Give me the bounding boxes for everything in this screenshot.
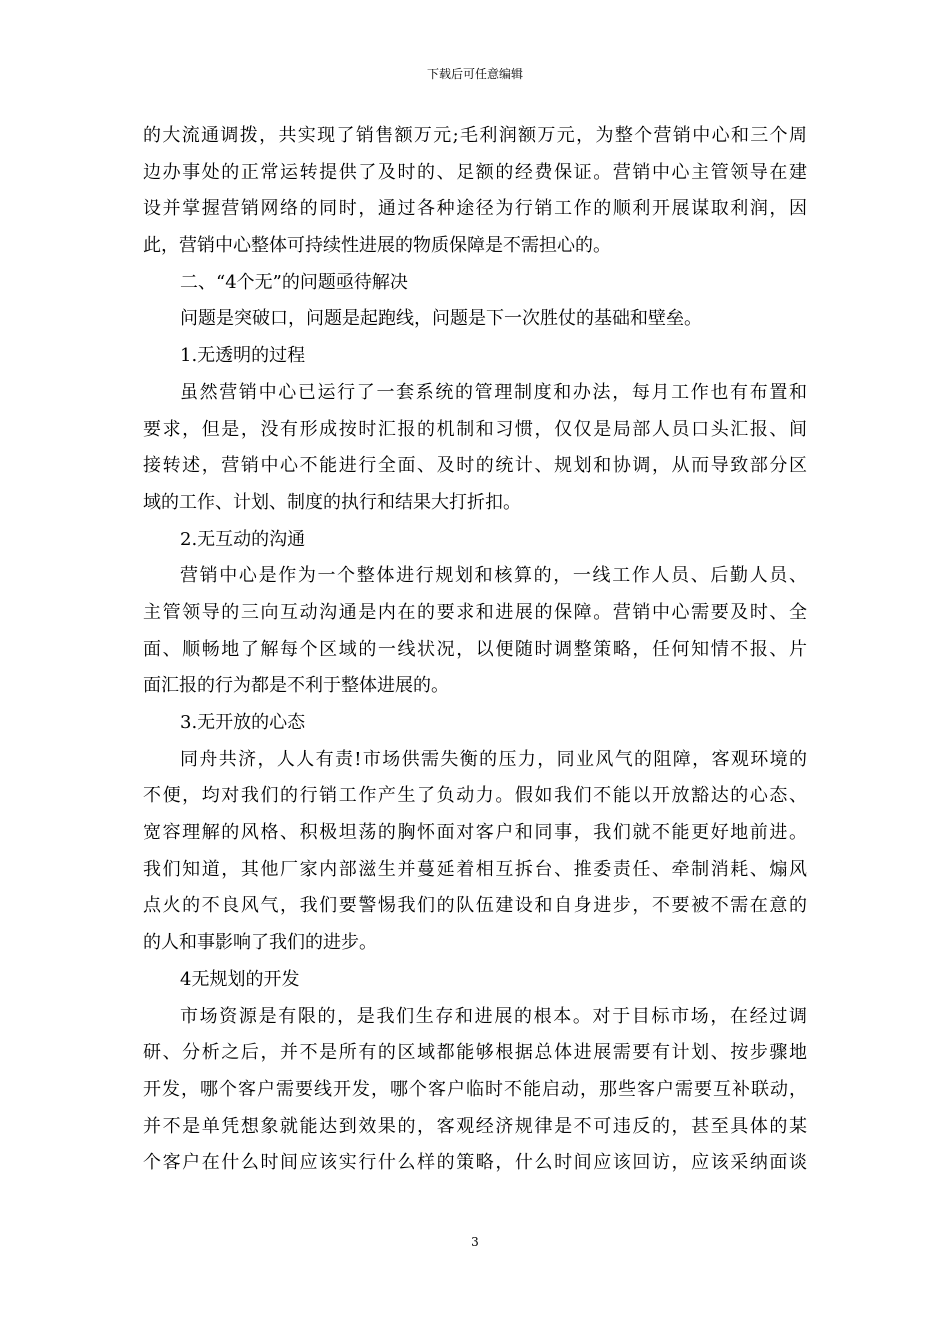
subsection-heading: 2.无互动的沟通 xyxy=(180,528,306,550)
text-line: 面、顺畅地了解每个区域的一线状况，以便随时调整策略，任何知情不报、片 xyxy=(143,638,807,660)
text-line: 市场资源是有限的，是我们生存和进展的根本。对于目标市场，在经过调 xyxy=(180,1005,807,1027)
text-line: 的人和事影响了我们的进步。 xyxy=(143,932,377,954)
subsection-heading: 4无规划的开发 xyxy=(180,968,300,990)
text-line: 接转述，营销中心不能进行全面、及时的统计、规划和协调，从而导致部分区 xyxy=(143,455,807,477)
text-line: 问题是突破口，问题是起跑线，问题是下一次胜仗的基础和壁垒。 xyxy=(180,308,702,330)
page-number: 3 xyxy=(471,1235,479,1249)
text-line: 营销中心是作为一个整体进行规划和核算的，一线工作人员、后勤人员、 xyxy=(180,565,807,587)
text-line: 要求，但是，没有形成按时汇报的机制和习惯，仅仅是局部人员口头汇报、间 xyxy=(143,418,807,440)
paragraph xyxy=(143,999,807,1182)
text-line: 面汇报的行为都是不利于整体进展的。 xyxy=(143,675,449,697)
paragraph xyxy=(143,558,807,705)
text-line: 此，营销中心整体可持续性进展的物质保障是不需担心的。 xyxy=(143,235,611,257)
paragraph xyxy=(143,375,807,522)
text-line: 点火的不良风气，我们要警惕我们的队伍建设和自身进步，不要被不需在意的 xyxy=(143,895,807,917)
text-line: 我们知道，其他厂家内部滋生并蔓延着相互拆台、推委责任、牵制消耗、煽风 xyxy=(143,858,807,880)
paragraph xyxy=(143,742,807,962)
text-line: 开发，哪个客户需要线开发，哪个客户临时不能启动，那些客户需要互补联动， xyxy=(143,1078,807,1100)
text-line: 同舟共济，人人有责!市场供需失衡的压力，同业风气的阻障，客观环境的 xyxy=(180,748,807,770)
text-line: 不便，均对我们的行销工作产生了负动力。假如我们不能以开放豁达的心态、 xyxy=(143,785,807,807)
text-line: 主管领导的三向互动沟通是内在的要求和进展的保障。营销中心需要及时、全 xyxy=(143,601,807,623)
subsection-heading: 3.无开放的心态 xyxy=(180,712,306,733)
page-header: 下载后可任意编辑 xyxy=(426,67,523,81)
section-heading: 二、“4个无”的问题亟待解决 xyxy=(180,271,408,293)
text-line: 设并掌握营销网络的同时，通过各种途径为行销工作的顺利开展谋取利润，因 xyxy=(143,198,807,220)
text-line: 研、分析之后，并不是所有的区域都能够根据总体进展需要有计划、按步骤地 xyxy=(143,1042,807,1064)
text-line: 边办事处的正常运转提供了及时的、足额的经费保证。营销中心主管领导在建 xyxy=(143,161,807,183)
subsection-heading: 1.无透明的过程 xyxy=(180,345,306,367)
text-line: 并不是单凭想象就能达到效果的，客观经济规律是不可违反的，甚至具体的某 xyxy=(143,1115,807,1137)
text-line: 的大流通调拨，共实现了销售额万元;毛利润额万元，为整个营销中心和三个周 xyxy=(143,125,807,146)
text-line: 个客户在什么时间应该实行什么样的策略，什么时间应该回访，应该采纳面谈 xyxy=(143,1152,807,1174)
document-body xyxy=(143,118,807,1182)
text-line: 宽容理解的风格、积极坦荡的胸怀面对客户和同事，我们就不能更好地前进。 xyxy=(143,822,807,844)
paragraph xyxy=(143,118,807,265)
text-line: 域的工作、计划、制度的执行和结果大打折扣。 xyxy=(143,491,521,513)
text-line: 虽然营销中心已运行了一套系统的管理制度和办法，每月工作也有布置和 xyxy=(180,381,807,403)
